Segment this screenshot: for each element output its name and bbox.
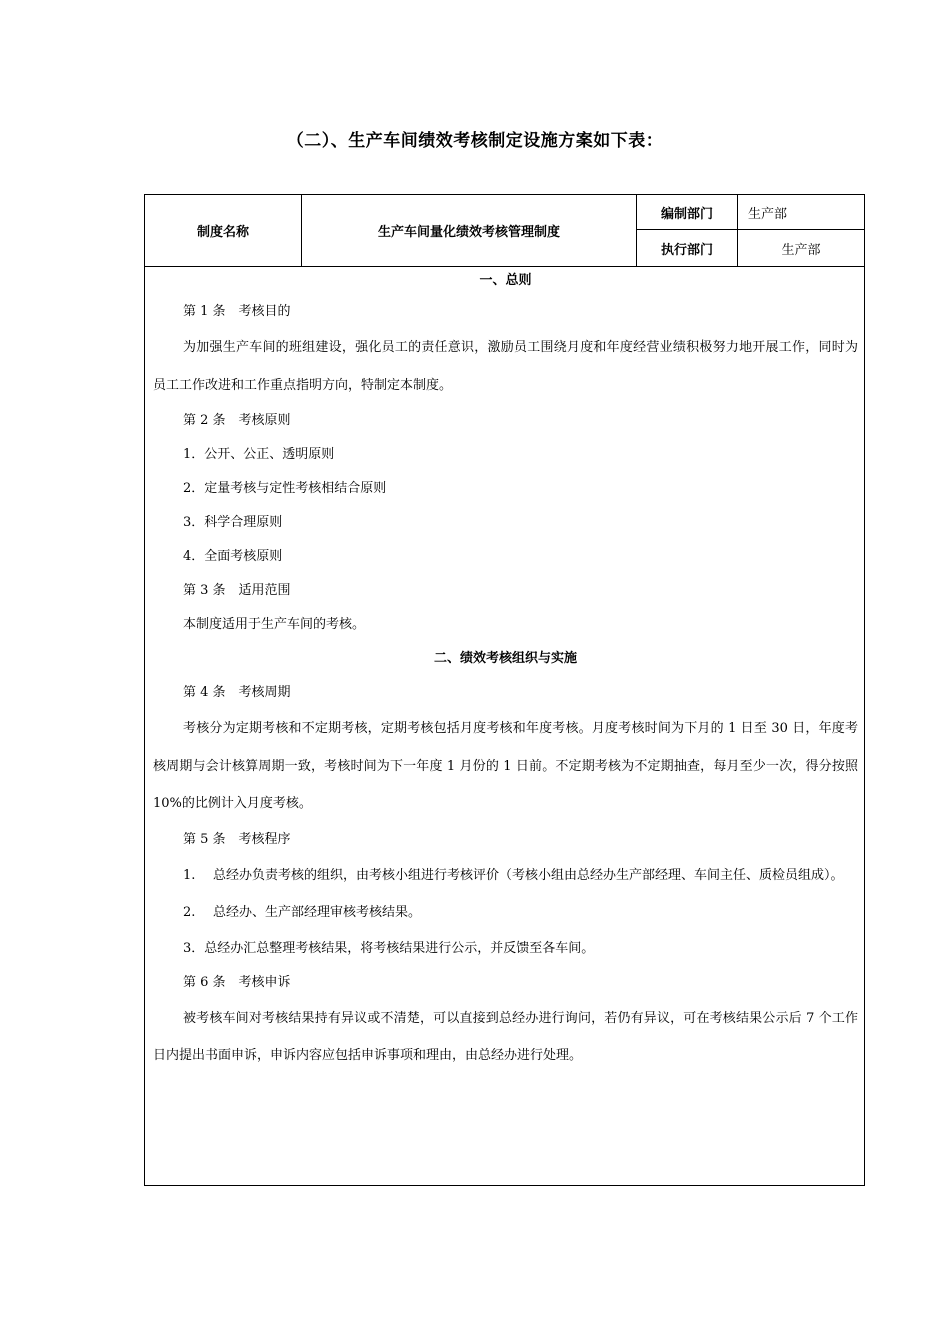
list-item-text: 总经办、生产部经理审核考核结果。 bbox=[213, 905, 422, 920]
compiling-dept-label: 编制部门 bbox=[637, 195, 738, 230]
article-title: 第 5 条 考核程序 bbox=[183, 831, 291, 847]
list-item bbox=[153, 857, 858, 895]
section-heading: 二、绩效考核组织与实施 bbox=[433, 651, 577, 666]
list-item: 2．定量考核与定性考核相结合原则 bbox=[183, 481, 387, 496]
regulation-name-value: 生产车间量化绩效考核管理制度 bbox=[302, 195, 637, 266]
compiling-dept-value: 生产部 bbox=[738, 195, 864, 230]
article-text: 为加强生产车间的班组建设，强化员工的责任意识，激励员工围绕月度和年度经营业绩积极努力地开展工作，同时为员工工作改进和工作重点指明方向，特制定本制度。 bbox=[153, 340, 858, 393]
list-item-number: 1. bbox=[183, 867, 196, 883]
regulation-name-label: 制度名称 bbox=[145, 195, 302, 266]
article-title: 第 1 条 考核目的 bbox=[183, 304, 291, 319]
article-title: 第 2 条 考核原则 bbox=[183, 413, 291, 428]
article-title: 第 3 条 适用范围 bbox=[183, 583, 291, 598]
list-item bbox=[153, 894, 858, 932]
regulation-table bbox=[144, 194, 865, 1186]
list-item: 4．全面考核原则 bbox=[183, 549, 283, 564]
list-item: 1．公开、公正、透明原则 bbox=[183, 447, 335, 462]
table-header bbox=[145, 195, 864, 267]
list-item-number: 2. bbox=[183, 905, 196, 920]
executing-dept-label: 执行部门 bbox=[637, 230, 738, 266]
list-item-text: 总经办负责考核的组织，由考核小组进行考核评价（考核小组由总经办生产部经理、车间主任、质检员组成）。 bbox=[213, 867, 844, 883]
article-text: 考核分为定期考核和不定期考核，定期考核包括月度考核和年度考核。月度考核时间为下月的 1 日至 30 日，年度考核周期与会计核算周期一致，考核时间为下一年度 1 月份的 1 日前。不定期考核为不定期抽查，每月至少一次，得分按照 10%的比例计入月度考核。 bbox=[153, 721, 858, 811]
list-item: 3．总经办汇总整理考核结果，将考核结果进行公示，并反馈至各车间。 bbox=[183, 940, 595, 956]
article-title: 第 6 条 考核申诉 bbox=[183, 974, 291, 990]
table-body bbox=[153, 267, 858, 1075]
article-text: 本制度适用于生产车间的考核。 bbox=[183, 617, 366, 632]
section-heading: 一、总则 bbox=[479, 273, 532, 288]
article-text: 被考核车间对考核结果持有异议或不清楚，可以直接到总经办进行询问，若仍有异议，可在考核结果公示后 7 个工作日内提出书面申诉，申诉内容应包括申诉事项和理由，由总经办进行处理。 bbox=[153, 1010, 858, 1063]
executing-dept-value: 生产部 bbox=[781, 242, 821, 258]
list-item: 3．科学合理原则 bbox=[183, 515, 283, 530]
page-title: （二）、生产车间绩效考核制定设施方案如下表： bbox=[286, 131, 664, 151]
article-title: 第 4 条 考核周期 bbox=[183, 685, 291, 700]
